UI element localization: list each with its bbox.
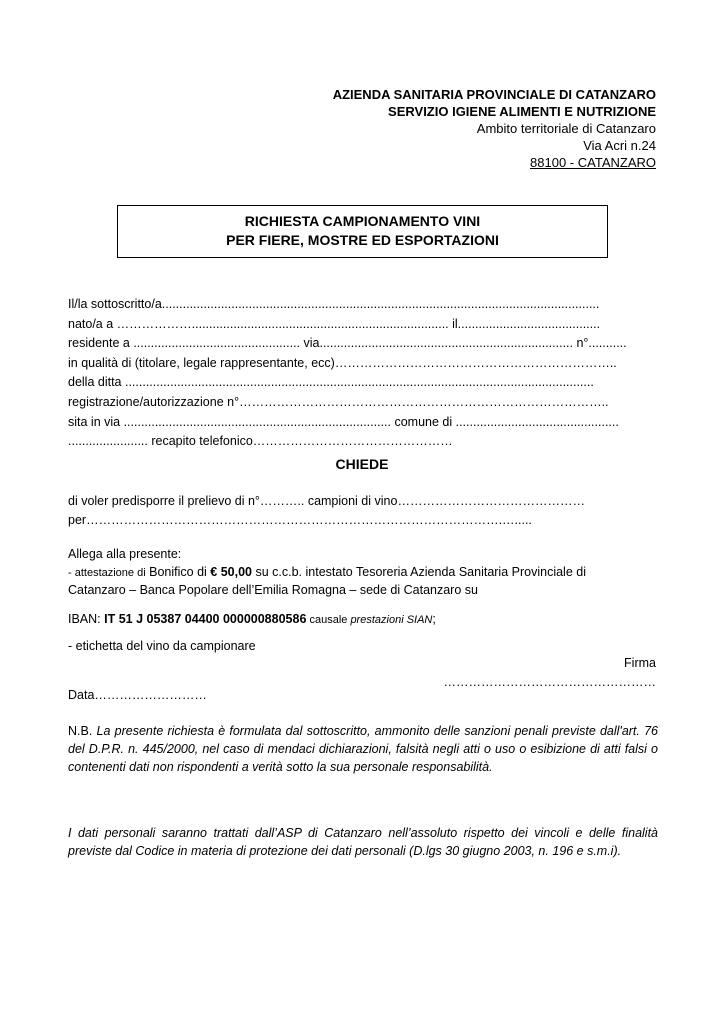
section-heading-chiede: CHIEDE — [335, 456, 389, 472]
iban-label: IBAN: — [68, 612, 105, 626]
fee-amount: € 50,00 — [210, 565, 252, 579]
payment-line — [68, 563, 658, 582]
document-title-box — [117, 205, 608, 258]
legal-note-label: N.B. — [68, 724, 97, 738]
account-text: su c.c.b. intestato Tesoreria Azienda Sanitaria Provinciale di — [252, 565, 586, 579]
field-registration[interactable]: registrazione/autorizzazione n°…………………………………………………………………………….. — [68, 394, 609, 409]
request-purpose-line[interactable]: per……………………………………………………………………………………….…..... — [68, 513, 532, 527]
letterhead — [333, 86, 656, 171]
field-residence[interactable]: residente a ................................................ via......................................................................... n°........... — [68, 336, 627, 351]
street-address: Via Acri n.24 — [583, 138, 656, 153]
causale-value: prestazioni SIAN — [350, 614, 433, 626]
signature-block — [444, 654, 657, 692]
service-name: SERVIZIO IGIENE ALIMENTI E NUTRIZIONE — [388, 104, 656, 119]
postal-city: 88100 - CATANZARO — [530, 155, 656, 170]
request-samples-line[interactable]: di voler predisporre il prelievo di n°……….. campioni di vino……………………………………… — [68, 494, 585, 508]
signature-label: Firma — [624, 656, 656, 670]
privacy-notice: I dati personali saranno trattati dall’ASP di Catanzaro nell’assoluto rispetto dei vincoli e delle finalità previste dal Codice in materia di protezione dei dati personali (D.lgs 30 giugno 2003, n. 196 e s.m.i). — [68, 826, 658, 858]
iban-semicolon: ; — [432, 612, 436, 626]
territory: Ambito territoriale di Catanzaro — [476, 121, 656, 136]
field-company-address[interactable]: sita in via ............................................................................. comune di ............................................... — [68, 414, 619, 429]
document-title-line2: PER FIERE, MOSTRE ED ESPORTAZIONI — [226, 232, 499, 248]
iban-line — [68, 610, 658, 629]
transfer-text: Bonifico di — [145, 565, 211, 579]
field-phone[interactable]: ....................... recapito telefonico………………………………………… — [68, 434, 453, 449]
signature-line[interactable]: …………………………………………… — [443, 675, 656, 689]
label-attachment: - etichetta del vino da campionare — [68, 639, 256, 653]
iban-value: IT 51 J 05387 04400 000000880586 — [104, 612, 307, 626]
agency-name: AZIENDA SANITARIA PROVINCIALE DI CATANZARO — [332, 87, 656, 102]
legal-note-text: La presente richiesta è formulata dal sottoscritto, ammonito delle sanzioni penali previste dall'art. 76 del D.P.R. n. 445/2000, nel caso di mendaci dichiarazioni, falsità negli atti o uso o esibizione di atti falsi o contenenti dati non rispondenti a verità sotto la sua personale responsabilità. — [68, 724, 658, 774]
document-title-line1: RICHIESTA CAMPIONAMENTO VINI — [244, 213, 481, 229]
date-field[interactable]: Data……………………… — [68, 688, 207, 702]
field-role[interactable]: in qualità di (titolare, legale rappresentante, ecc)………………………………………………………….. — [68, 355, 617, 370]
legal-note — [68, 722, 658, 776]
field-birth[interactable]: nato/a a ……………….......................................................................... il......................................... — [68, 316, 601, 331]
attestation-label: - attestazione di — [68, 567, 146, 579]
bank-line: Catanzaro – Banca Popolare dell’Emilia Romagna – sede di Catanzaro su — [68, 583, 478, 597]
causale-label: causale — [306, 614, 351, 626]
field-company[interactable]: della ditta ....................................................................................................................................... — [68, 375, 594, 390]
applicant-fields — [68, 295, 668, 452]
field-signatory[interactable]: Il/la sottoscritto/a.............................................................................................................................. — [68, 297, 600, 311]
attachments-heading: Allega alla presente: — [68, 547, 182, 561]
